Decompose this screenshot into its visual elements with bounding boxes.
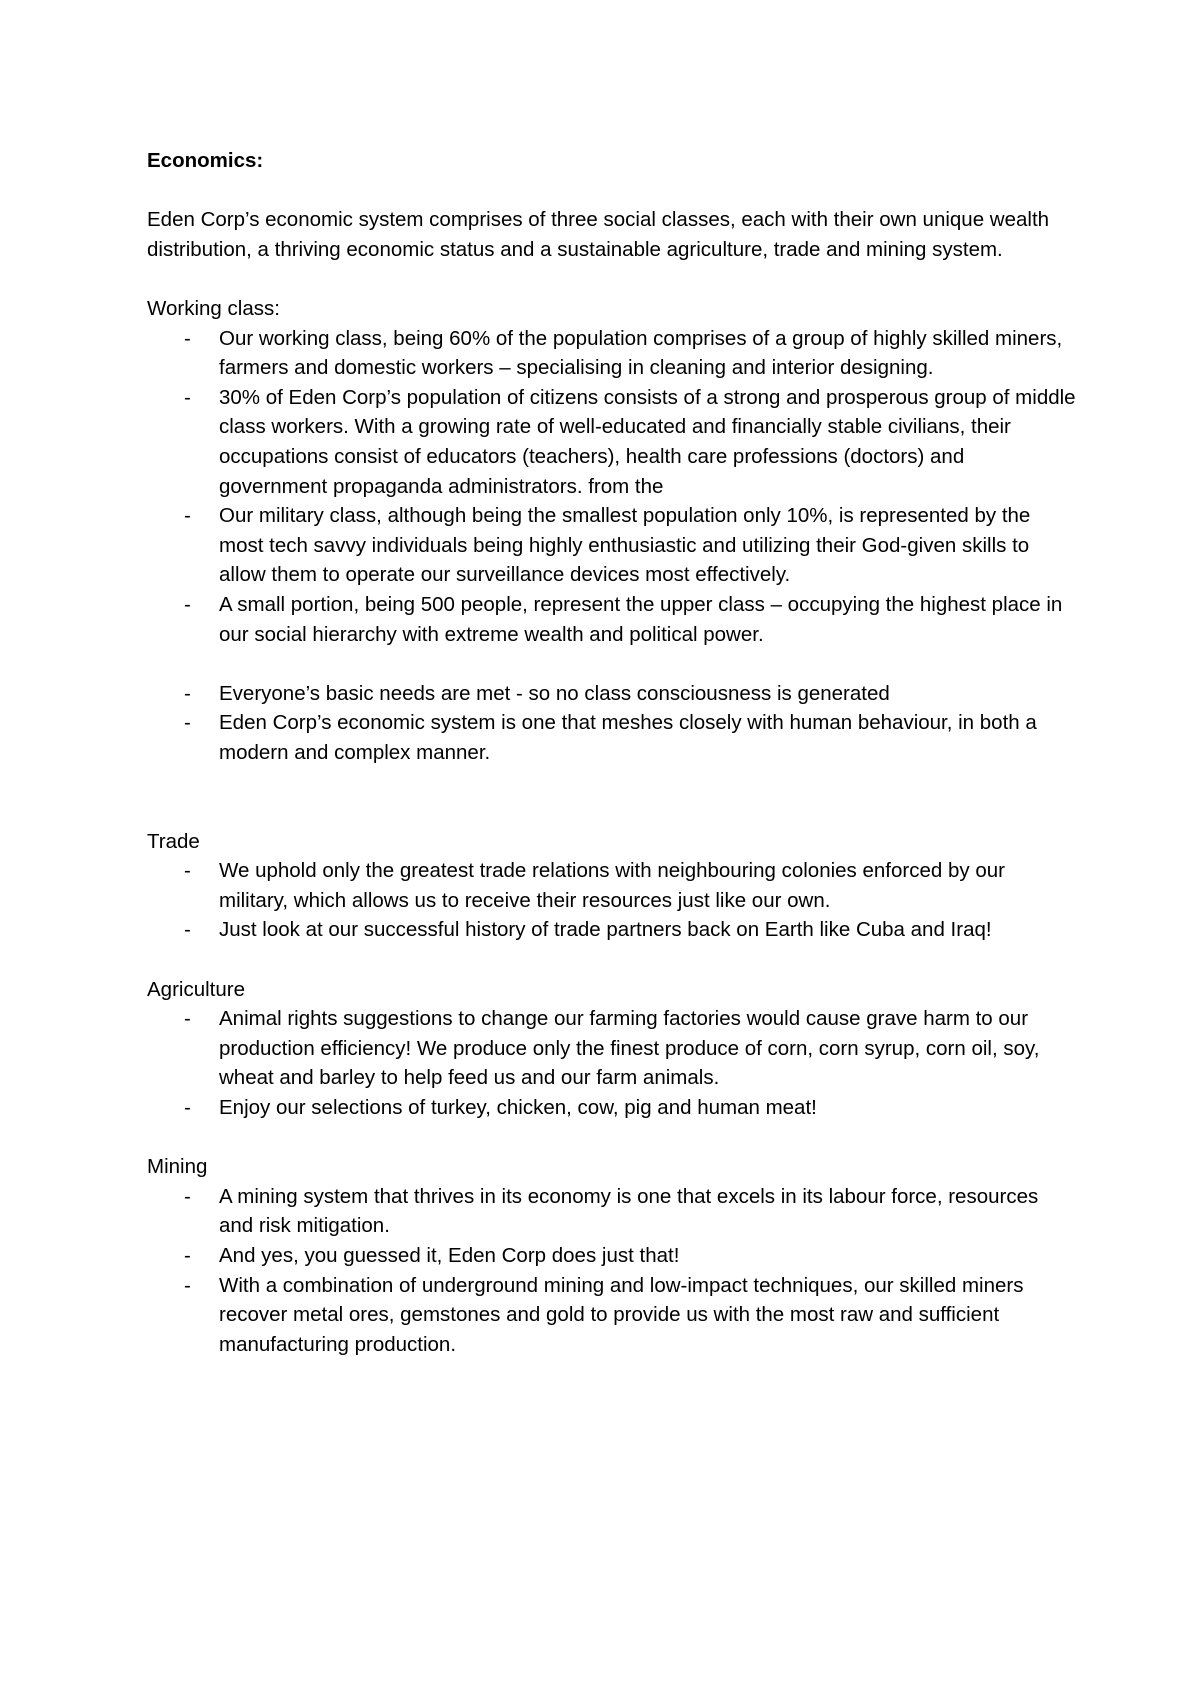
intro-paragraph: Eden Corp’s economic system comprises of three social classes, each with their own unique wealth distribution, a thriving economic status and a sustainable agriculture, trade and mining system. <box>147 208 1050 261</box>
dash-bullet: - <box>184 1243 191 1267</box>
list-item-text: Animal rights suggestions to change our farming factories would cause grave harm to our production efficiency! We produce only the finest produce of corn, corn syrup, corn oil, soy, wheat and barley to help feed us and our farm animals. <box>219 1007 1040 1090</box>
list-item <box>147 708 1077 767</box>
list-item <box>147 1271 1077 1360</box>
spacer <box>147 264 1077 294</box>
list-item-text: Our military class, although being the smallest population only 10%, is represented by the most tech savvy individuals being highly enthusiastic and utilizing their God-given skills to allow them to operate our surveillance devices most effectively. <box>219 504 1031 587</box>
dash-bullet: - <box>184 326 191 350</box>
list-item <box>147 1093 1077 1123</box>
spacer <box>147 945 1077 975</box>
list-item-text: With a combination of underground mining and low-impact techniques, our skilled miners recover metal ores, gemstones and gold to provide us with the most raw and sufficient manufacturing production. <box>219 1273 1024 1356</box>
spacer <box>147 649 1077 679</box>
dash-bullet: - <box>184 1007 191 1031</box>
list-item <box>147 1182 1077 1241</box>
list-item-text: Our working class, being 60% of the population comprises of a group of highly skilled miners, farmers and domestic workers – specialising in cleaning and interior designing. <box>219 326 1063 380</box>
spacer <box>147 767 1077 826</box>
list-item <box>147 501 1077 590</box>
mining-list <box>147 1182 1077 1360</box>
dash-bullet: - <box>184 592 191 616</box>
agriculture-list <box>147 1004 1077 1122</box>
trade-list <box>147 856 1077 945</box>
dash-bullet: - <box>184 918 191 942</box>
spacer <box>147 176 1077 206</box>
list-item-text: We uphold only the greatest trade relations with neighbouring colonies enforced by our military, which allows us to receive their resources just like our own. <box>219 859 1005 912</box>
mining-heading: Mining <box>147 1155 208 1179</box>
list-item <box>147 324 1077 383</box>
list-item <box>147 383 1077 501</box>
list-item <box>147 915 1077 945</box>
list-item-text: Just look at our successful history of trade partners back on Earth like Cuba and Iraq! <box>219 918 992 942</box>
list-item <box>147 856 1077 915</box>
list-item <box>147 1241 1077 1271</box>
document-page <box>147 146 1077 1359</box>
list-item-text: A mining system that thrives in its economy is one that excels in its labour force, resources and risk mitigation. <box>219 1184 1039 1238</box>
dash-bullet: - <box>184 859 191 883</box>
document-title: Economics: <box>147 149 264 172</box>
list-item <box>147 590 1077 649</box>
dash-bullet: - <box>184 1184 191 1208</box>
dash-bullet: - <box>184 711 191 735</box>
list-item-text: And yes, you guessed it, Eden Corp does just that! <box>219 1243 680 1267</box>
working-class-list <box>147 324 1077 650</box>
dash-bullet: - <box>184 504 191 528</box>
dash-bullet: - <box>184 1273 191 1297</box>
spacer <box>147 1123 1077 1153</box>
list-item-text: Everyone’s basic needs are met - so no class consciousness is generated <box>219 681 890 705</box>
trade-heading: Trade <box>147 829 200 853</box>
list-item <box>147 679 1077 709</box>
working-class-list-continued <box>147 679 1077 768</box>
list-item <box>147 1004 1077 1093</box>
list-item-text: Enjoy our selections of turkey, chicken, cow, pig and human meat! <box>219 1096 817 1119</box>
dash-bullet: - <box>184 1096 191 1119</box>
agriculture-heading: Agriculture <box>147 977 245 1001</box>
dash-bullet: - <box>184 681 191 705</box>
list-item-text: 30% of Eden Corp’s population of citizens consists of a strong and prosperous group of middle class workers. With a growing rate of well-educated and financially stable civilians, their occupations consist of educators (teachers), health care professions (doctors) and government propaganda administrators. from the <box>219 385 1076 498</box>
dash-bullet: - <box>184 385 191 409</box>
list-item-text: Eden Corp’s economic system is one that meshes closely with human behaviour, in both a modern and complex manner. <box>219 711 1037 764</box>
working-class-heading: Working class: <box>147 296 280 320</box>
list-item-text: A small portion, being 500 people, represent the upper class – occupying the highest place in our social hierarchy with extreme wealth and political power. <box>219 592 1063 646</box>
